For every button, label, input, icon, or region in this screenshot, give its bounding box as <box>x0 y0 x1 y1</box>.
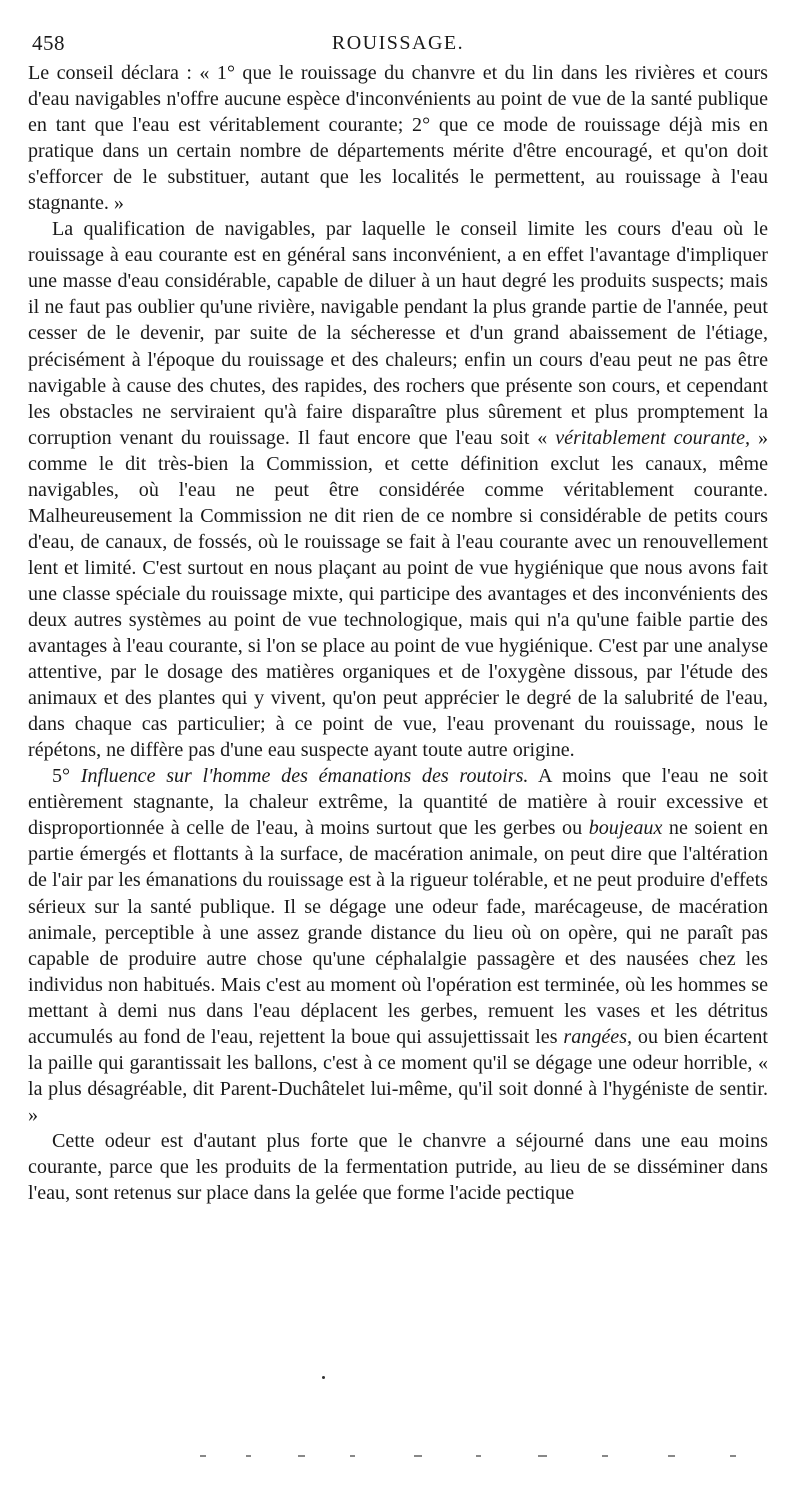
page-number: 458 <box>32 31 65 55</box>
running-title: ROUISSAGE. <box>331 32 465 54</box>
text-segment: » comme le dit très-bien la Commission, et cette définition exclut les canaux, même navigables, où l'eau ne peut être considérée comme véritablement courante. Malheureusement la Commission ne dit rien de ce nombre si considérable de petits cours d'eau, de canaux, de fossés, où le rouissage se fait à l'eau courante avec un renouvellement lent et limité. C'est surtout en nous plaçant au point de vue hygiénique que nous avons fait une classe spéciale du rouissage mixte, qui participe des avantages et des inconvénients des deux autres systèmes au point de vue technologique, mais qui n'a qu'une faible partie des avantages à l'eau courante, si l'on se place au point de vue hygiénique. C'est par une analyse attentive, par le dosage des matières organiques et de l'oxygène dissous, par l'étude des animaux et des plantes qui y vivent, qu'on peut apprécier le degré de la salubrité de l'eau, dans chaque cas particulier; à ce point de vue, l'eau provenant du rouissage, nous le répétons, ne diffère pas d'une eau suspecte ayant toute autre origine. <box>28 426 768 762</box>
running-head <box>28 26 768 60</box>
text-segment: 5° <box>52 765 81 788</box>
text-segment: Cette odeur est d'autant plus forte que le chanvre a séjourné dans une eau moins courante, parce que les produits de la fermentation putride, au lieu de se disséminer dans l'eau, sont retenus sur place dans la gelée que forme l'acide pectique <box>28 1129 768 1205</box>
paragraph-navigable-qualification <box>28 216 768 763</box>
paragraph-odour-strength <box>28 1128 768 1206</box>
italic-segment: véritablement courante, <box>555 426 751 449</box>
text-segment: La qualification de navigables, par laquelle le conseil limite les cours d'eau où le rouissage à eau courante est en général sans inconvénient, a en effet l'avantage d'impliquer une masse d'eau considérable, capable de diluer à un haut degré les produits suspects; mais il ne faut pas oublier qu'une rivière, navigable pendant la plus grande partie de l'année, peut cesser de le devenir, par suite de la sécheresse et d'un grand abaissement de l'étiage, précisément à l'époque du rouissage et des chaleurs; enfin un cours d'eau peut ne pas être navigable à cause des chutes, des rapides, des rochers que présente son cours, et cependant les obstacles ne serviraient qu'à faire disparaître plus sûrement et plus promptement la corruption venant du rouissage. Il faut encore que l'eau soit « <box>28 218 768 449</box>
body-text <box>28 60 768 1206</box>
print-speck <box>322 1376 325 1379</box>
paragraph-routoir-emanations <box>28 763 768 1128</box>
section-heading-italic: Influence sur l'homme des émanations des routoirs. <box>80 765 529 788</box>
paragraph-council-declaration <box>28 60 768 216</box>
italic-segment: boujeaux <box>588 817 663 840</box>
text-segment: Le conseil déclara : « 1° que le rouissage du chanvre et du lin dans les rivières et cours d'eau navigables n'offre aucune espèce d'inconvénients au point de vue de la santé publique en tant que l'eau est véritablement courante; 2° que ce mode de rouissage déjà mis en pratique dans un certain nombre de départements mérite d'être encouragé, et qu'on doit s'efforcer de le substituer, autant que les localités le permettent, au rouissage à l'eau stagnante. » <box>28 62 768 215</box>
text-segment: ne soient en partie émergés et flottants à la surface, de macération animale, on peut dire que l'altération de l'air par les émanations du rouissage est à la rigueur tolérable, et ne peut produire d'effets sérieux sur la santé publique. Il se dégage une odeur fade, marécageuse, de macération animale, perceptible à une assez grande distance du lieu où on opère, qui ne paraît pas capable de produire autre chose qu'une céphalalgie passagère et des nausées chez les individus non habitués. Mais c'est au moment où l'opération est terminée, où les hommes se mettant à demi nus dans l'eau déplacent les gerbes, remuent les vases et les détritus accumulés au fond de l'eau, rejettent la boue qui assujettissait les <box>28 817 769 1048</box>
text-segment: ou bien écartent la paille qui garantissait les ballons, c'est à ce moment qu'il se dégage une odeur horrible, « la plus désagréable, dit Parent-Duchâtelet lui-même, qu'il soit donné à l'hygéniste de sentir. » <box>28 1025 768 1126</box>
scan-artifact-marks <box>200 1452 780 1460</box>
book-page <box>28 26 768 1206</box>
italic-segment: rangées, <box>563 1025 633 1048</box>
text-segment: A moins que l'eau ne soit entièrement stagnante, la chaleur extrême, la quantité de matière à rouir excessive et disproportionnée à celle de l'eau, à moins surtout que les gerbes ou <box>28 765 769 840</box>
